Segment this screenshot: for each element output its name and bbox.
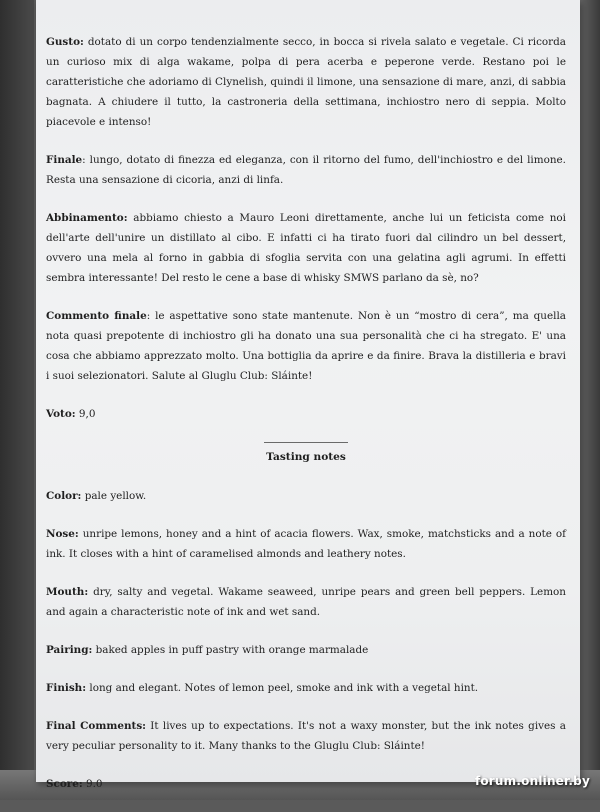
pairing-text: baked apples in puff pastry with orange marmalade [92,644,369,656]
commento-text: : le aspettative sono state mantenute. Non è un “mostro di cera”, ma quella nota quasi prepotente di inchiostro gli ha donato una sua personalità che ci ha stregato. E' una cosa che abbiamo apprezzato molto. Una bottiglia da aprire e da finire. Brava la distilleria e bravi i suoi selezionatori. Salute al Gluglu Club: Sláinte! [46,310,566,382]
watermark-text: forum.onliner.by [474,774,590,788]
nose-text: unripe lemons, honey and a hint of acacia flowers. Wax, smoke, matchsticks and a note of ink. It closes with a hint of caramelised almonds and leathery notes. [46,528,566,560]
gusto-paragraph [46,32,566,132]
gusto-text: dotato di un corpo tendenzialmente secco, in bocca si rivela salato e vegetale. Ci ricorda un curioso mix di alga wakame, polpa di pera acerba e peperone verde. Restano poi le caratteristiche che adoriamo di Clynelish, quindi il limone, una sensazione di mare, anzi, di sabbia bagnata. A chiudere il tutto, la castroneria della settimana, inchiostro nero di seppia. Molto piacevole e intenso! [46,36,566,128]
abbinamento-text: abbiamo chiesto a Mauro Leoni direttamente, anche lui un feticista come noi dell'arte dell'unire un distillato al cibo. E infatti ci ha tirato fuori dal cilindro un bel dessert, ovvero una mela al forno in gabbia di sfoglia servita con una gelatina agli agrumi. In effetti sembra interessante! Del resto le cene a base di whisky SMWS parlano da sè, no? [46,212,566,284]
finish-label: Finish: [46,682,87,694]
voto-paragraph [46,404,566,424]
table-surface-right [578,0,600,800]
finale-text: : lungo, dotato di finezza ed eleganza, con il ritorno del fumo, dell'inchiostro e del limone. Resta una sensazione di cicoria, anzi di linfa. [46,154,566,186]
finish-text: long and elegant. Notes of lemon peel, smoke and ink with a vegetal hint. [86,682,479,694]
mouth-label: Mouth: [46,586,89,598]
final-comments-paragraph [46,716,566,756]
page-content [46,32,566,812]
pairing-label: Pairing: [46,644,93,656]
nose-paragraph [46,524,566,564]
abbinamento-paragraph [46,208,566,288]
abbinamento-label: Abbinamento: [46,212,128,224]
final-comments-text: It lives up to expectations. It's not a waxy monster, but the ink notes gives a very peculiar personality to it. Many thanks to the Gluglu Club: Sláinte! [46,720,566,752]
commento-paragraph [46,306,566,386]
printed-page [36,0,580,790]
color-label: Color: [46,490,82,502]
color-paragraph [46,486,566,506]
section-divider [46,442,566,467]
score-text: 9.0 [82,778,103,790]
commento-label: Commento finale [46,310,147,322]
final-comments-label: Final Comments: [46,720,147,732]
nose-label: Nose: [46,528,79,540]
color-text: pale yellow. [81,490,147,502]
score-label: Score: [46,778,83,790]
finale-paragraph [46,150,566,190]
finish-paragraph [46,678,566,698]
voto-label: Voto: [46,408,76,420]
mouth-text: dry, salty and vegetal. Wakame seaweed, unripe pears and green bell peppers. Lemon and again a characteristic note of ink and wet sand. [46,586,566,618]
divider-line [264,442,348,443]
table-surface-left [0,0,34,800]
gusto-label: Gusto: [46,36,84,48]
mouth-paragraph [46,582,566,622]
pairing-paragraph [46,640,566,660]
voto-text: 9,0 [75,408,96,420]
finale-label: Finale [46,154,83,166]
section-title: Tasting notes [266,451,346,463]
